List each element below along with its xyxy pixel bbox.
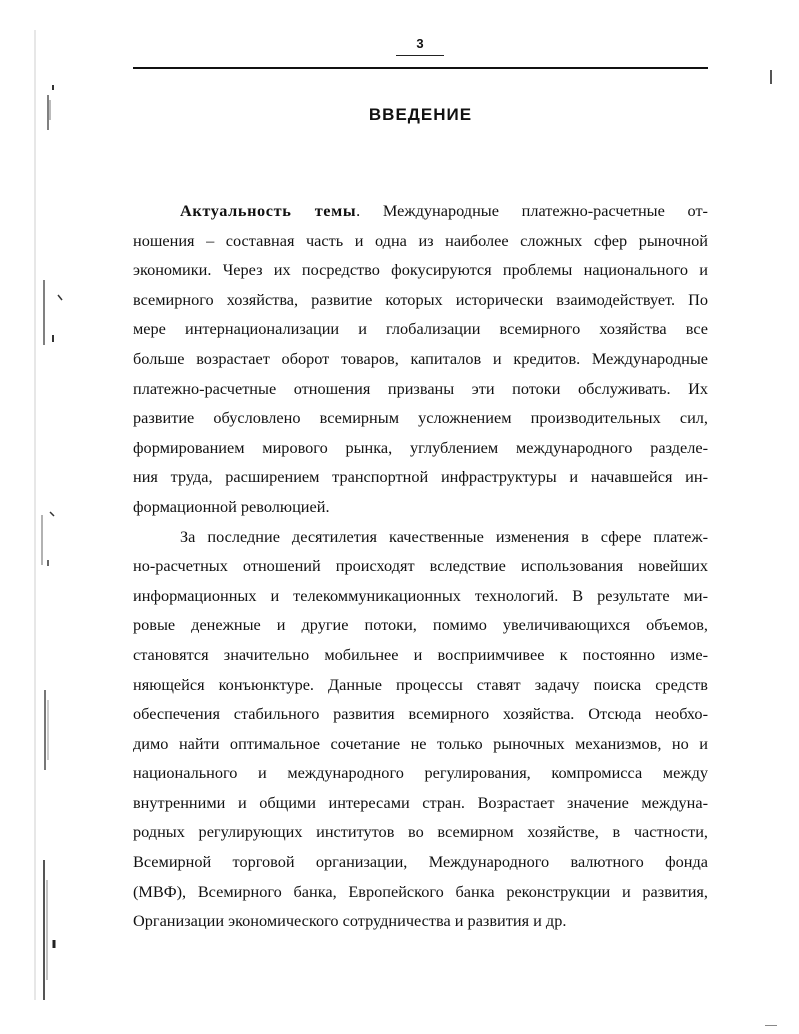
paragraph-line: национального и международного регулирования, компромисса между bbox=[133, 763, 708, 783]
paragraph-line: экономики. Через их посредство фокусируются проблемы национального и bbox=[133, 260, 708, 280]
paragraph-line: обеспечения стабильного развития всемирного хозяйства. Отсюда необхо- bbox=[133, 704, 708, 724]
paragraph-line: формационной революцией. bbox=[133, 496, 330, 516]
paragraph-line: димо найти оптимальное сочетание не только рыночных механизмов, но и bbox=[133, 733, 708, 753]
paragraph-line: мере интернационализации и глобализации всемирного хозяйства все bbox=[133, 319, 708, 339]
scan-mark-right bbox=[770, 70, 772, 84]
header-rule bbox=[133, 67, 708, 69]
lead-phrase: Актуальность темы bbox=[180, 201, 357, 220]
paragraph-line: ровые денежные и другие потоки, помимо увеличивающихся объемов, bbox=[133, 615, 708, 635]
paragraph-1-line-1: Актуальность темы. Международные платежно-расчетные от- bbox=[180, 201, 708, 220]
paragraph-line: информационных и телекоммуникационных технологий. В результате ми- bbox=[133, 585, 708, 605]
paragraph-line: ния труда, расширением транспортной инфраструктуры и начавшейся ин- bbox=[133, 467, 708, 487]
paragraph-line: Организации экономического сотрудничества и развития и др. bbox=[133, 911, 567, 931]
body-text bbox=[133, 196, 708, 936]
paragraph-line: ношения – составная часть и одна из наиболее сложных сфер рыночной bbox=[133, 230, 708, 250]
scan-binding-marks bbox=[0, 0, 80, 1034]
paragraph-line: няющейся конъюнктуре. Данные процессы ставят задачу поиска средств bbox=[133, 674, 708, 694]
page-number: 3 bbox=[416, 36, 424, 51]
paragraph-line: платежно-расчетные отношения призваны эти потоки обслуживать. Их bbox=[133, 378, 708, 398]
paragraph-line: становятся значительно мобильнее и восприимчивее к постоянно изме- bbox=[133, 644, 708, 664]
paragraph-2-line-1: За последние десятилетия качественные изменения в сфере платеж- bbox=[180, 526, 708, 546]
section-title: ВВЕДЕНИЕ bbox=[368, 105, 473, 124]
paragraph-line: Всемирной торговой организации, Международного валютного фонда bbox=[133, 852, 708, 872]
scan-mark-bottom bbox=[765, 1025, 777, 1026]
paragraph-line: но-расчетных отношений происходят вследствие использования новейших bbox=[133, 556, 708, 576]
paragraph-line: формированием мирового рынка, углублением международного разделе- bbox=[133, 437, 708, 457]
page-number-underline bbox=[396, 55, 444, 56]
paragraph-line: всемирного хозяйства, развитие которых исторически взаимодействует. По bbox=[133, 289, 708, 309]
paragraph-line: (МВФ), Всемирного банка, Европейского банка реконструкции и развития, bbox=[133, 881, 708, 901]
paragraph-line: внутренними и общими интересами стран. Возрастает значение междуна- bbox=[133, 792, 708, 812]
paragraph-line: развитие обусловлено всемирным усложнением производительных сил, bbox=[133, 408, 708, 428]
paragraph-line: родных регулирующих институтов во всемирном хозяйстве, в частности, bbox=[133, 822, 708, 842]
paragraph-line: больше возрастает оборот товаров, капиталов и кредитов. Международные bbox=[133, 348, 708, 368]
